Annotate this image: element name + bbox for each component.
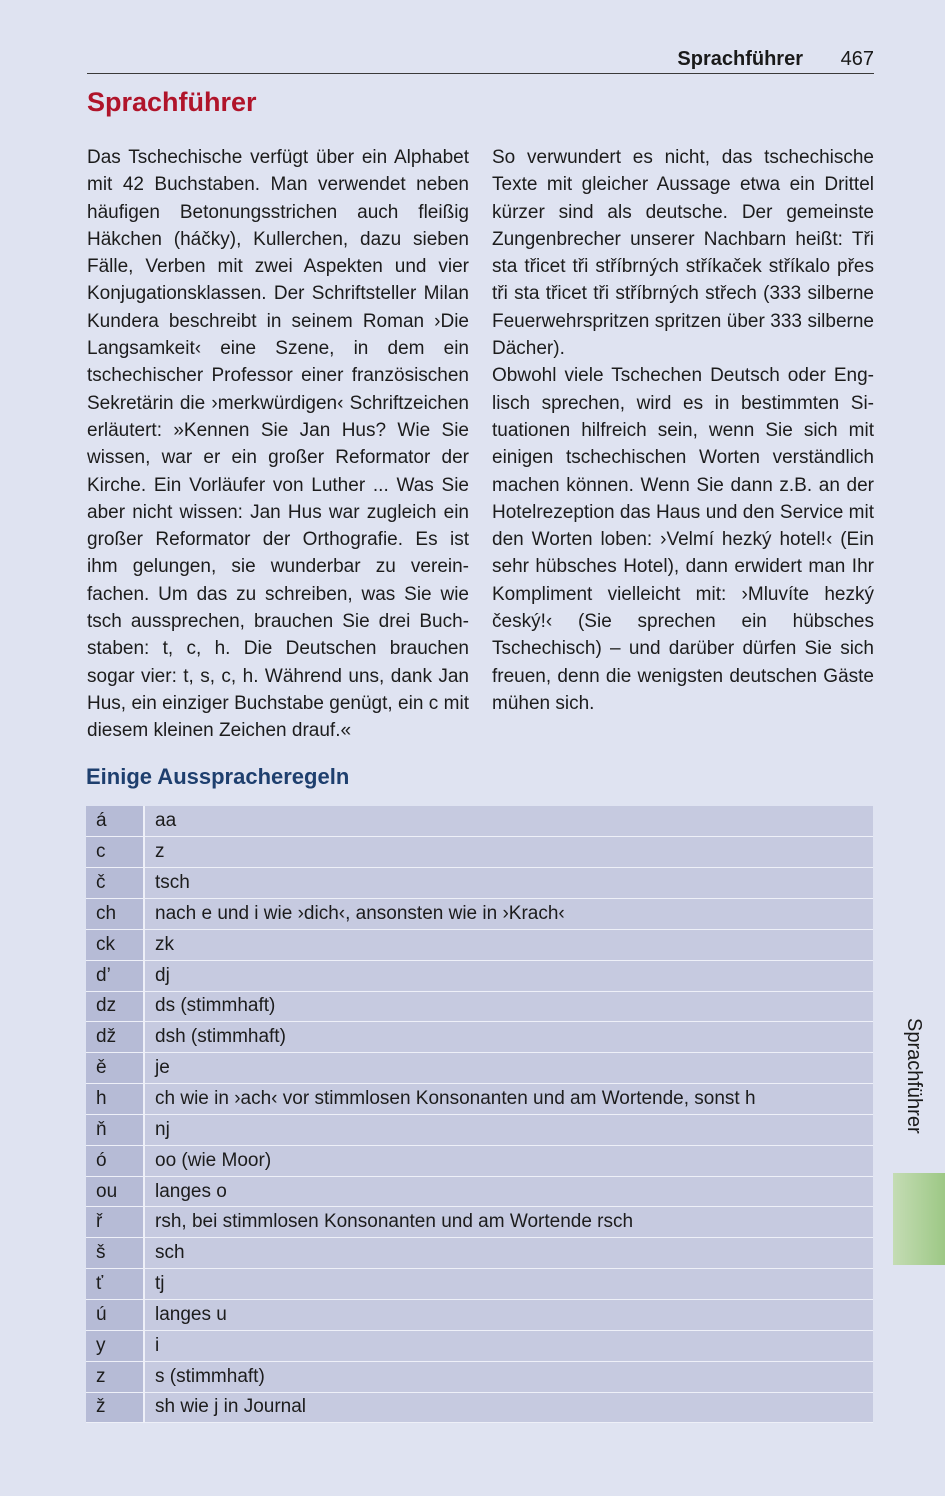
pronunciation-cell: nj (144, 1114, 873, 1145)
table-row (86, 1114, 873, 1145)
running-header (87, 44, 874, 74)
table-row (86, 991, 873, 1022)
pronunciation-section-title: Einige Ausspracheregeln (86, 764, 350, 789)
left-text-column (87, 144, 469, 745)
table-row (86, 1330, 873, 1361)
letter-cell: ou (86, 1176, 144, 1207)
right-text-column (492, 144, 874, 717)
right-paragraph-1: So verwundert es nicht, das tschechische Texte mit gleicher Aussage etwa ein Drittel kürzer sind als deutsche. Der gemeinste Zungenbrecher unserer Nachbarn heißt: Tři sta třicet tři stříbrných stříkaček stříkalo přes tři sta třicet tři stříbrných střech (333 silberne Feuerwehrspritzen spritzen über 333 silberne Dächer). (492, 147, 874, 360)
pronunciation-cell: oo (wie Moor) (144, 1145, 873, 1176)
letter-cell: ch (86, 899, 144, 930)
letter-cell: č (86, 868, 144, 899)
pronunciation-cell: z (144, 837, 873, 868)
table-row (86, 899, 873, 930)
table-row (86, 1392, 873, 1423)
pronunciation-cell: aa (144, 806, 873, 837)
table-row (86, 1269, 873, 1300)
pronunciation-cell: sch (144, 1238, 873, 1269)
side-chapter-label: Sprachführer (903, 1018, 925, 1134)
right-paragraph-2: Obwohl viele Tschechen Deutsch oder Englisch sprechen, wird es in bestimmten Situationen hilfreich sein, wenn Sie sich mit einigen tschechischen Worten verständlich machen können. Wenn Sie dann z.B. an der Hotelrezeption das Haus und den Service mit den Worten loben: ›Velmí hezký hotel!‹ (Ein sehr hübsches Hotel), dann erwidert man Ihr Kompliment vielleicht mit: ›Mluvíte hezký český!‹ (Sie sprechen ein hübsches Tschechisch) – und darüber dürfen Sie sich freuen, denn die wenigsten deutschen Gäste mühen sich. (492, 365, 874, 714)
pronunciation-cell: dsh (stimmhaft) (144, 1022, 873, 1053)
letter-cell: ť (86, 1269, 144, 1300)
letter-cell: z (86, 1361, 144, 1392)
letter-cell: h (86, 1084, 144, 1115)
letter-cell: ě (86, 1053, 144, 1084)
table-row (86, 868, 873, 899)
pronunciation-cell: je (144, 1053, 873, 1084)
pronunciation-cell: langes u (144, 1300, 873, 1331)
pronunciation-cell: nach e und i wie ›dich‹, ansonsten wie in ›Krach‹ (144, 899, 873, 930)
letter-cell: ú (86, 1300, 144, 1331)
pronunciation-cell: tsch (144, 868, 873, 899)
letter-cell: ž (86, 1392, 144, 1423)
pronunciation-table (86, 806, 873, 1423)
letter-cell: ň (86, 1114, 144, 1145)
pronunciation-cell: s (stimmhaft) (144, 1361, 873, 1392)
chapter-color-tab (893, 1173, 945, 1265)
pronunciation-cell: ds (stimmhaft) (144, 991, 873, 1022)
pronunciation-cell: sh wie j in Journal (144, 1392, 873, 1423)
table-row (86, 1145, 873, 1176)
page-number: 467 (840, 48, 874, 70)
table-row (86, 1053, 873, 1084)
header-section-title: Sprachführer (677, 48, 803, 70)
letter-cell: c (86, 837, 144, 868)
table-row (86, 1238, 873, 1269)
pronunciation-cell: rsh, bei stimmlosen Konsonanten und am Wortende rsch (144, 1207, 873, 1238)
table-row (86, 1022, 873, 1053)
letter-cell: d’ (86, 960, 144, 991)
letter-cell: ř (86, 1207, 144, 1238)
table-row (86, 837, 873, 868)
pronunciation-cell: ch wie in ›ach‹ vor stimmlosen Konsonanten und am Wortende, sonst h (144, 1084, 873, 1115)
pronunciation-cell: tj (144, 1269, 873, 1300)
letter-cell: š (86, 1238, 144, 1269)
pronunciation-cell: i (144, 1330, 873, 1361)
left-paragraph-1: Das Tschechische verfügt über ein Alphabet mit 42 Buchstaben. Man verwendet neben häufigen Betonungsstrichen auch fleißig Häkchen (háčky), Kullerchen, dazu sieben Fälle, Verben mit zwei Aspekten und vier Konjugationsklassen. Der Schriftsteller Milan Kundera beschreibt in seinem Roman ›Die Langsamkeit‹ eine Szene, in dem ein tschechischer Professor einer französischen Sekretärin die ›merkwürdigen‹ Schriftzeichen erläutert: »Kennen Sie Jan Hus? Wie Sie wissen, war er ein großer Reformator der Kirche. Ein Vorläufer von Luther ... Was Sie aber nicht wissen: Jan Hus war zugleich ein großer Reformator der Orthografie. Es ist ihm gelungen, sie wunderbar zu vereinfachen. Um das zu schreiben, was Sie wie tsch aussprechen, brauchen Sie drei Buchstaben: t, c, h. Die Deutschen brauchen sogar vier: t, s, c, h. Während uns, dank Jan Hus, ein einziger Buchstabe genügt, ein c mit diesem kleinen Zeichen drauf.« (87, 147, 469, 742)
table-row (86, 929, 873, 960)
pronunciation-cell: langes o (144, 1176, 873, 1207)
pronunciation-cell: zk (144, 929, 873, 960)
page-title: Sprachführer (87, 87, 257, 117)
table-row (86, 1207, 873, 1238)
letter-cell: dž (86, 1022, 144, 1053)
table-row (86, 1084, 873, 1115)
letter-cell: ó (86, 1145, 144, 1176)
letter-cell: y (86, 1330, 144, 1361)
table-row (86, 960, 873, 991)
letter-cell: á (86, 806, 144, 837)
table-row (86, 1361, 873, 1392)
table-row (86, 806, 873, 837)
letter-cell: dz (86, 991, 144, 1022)
table-row (86, 1300, 873, 1331)
table-row (86, 1176, 873, 1207)
pronunciation-cell: dj (144, 960, 873, 991)
letter-cell: ck (86, 929, 144, 960)
